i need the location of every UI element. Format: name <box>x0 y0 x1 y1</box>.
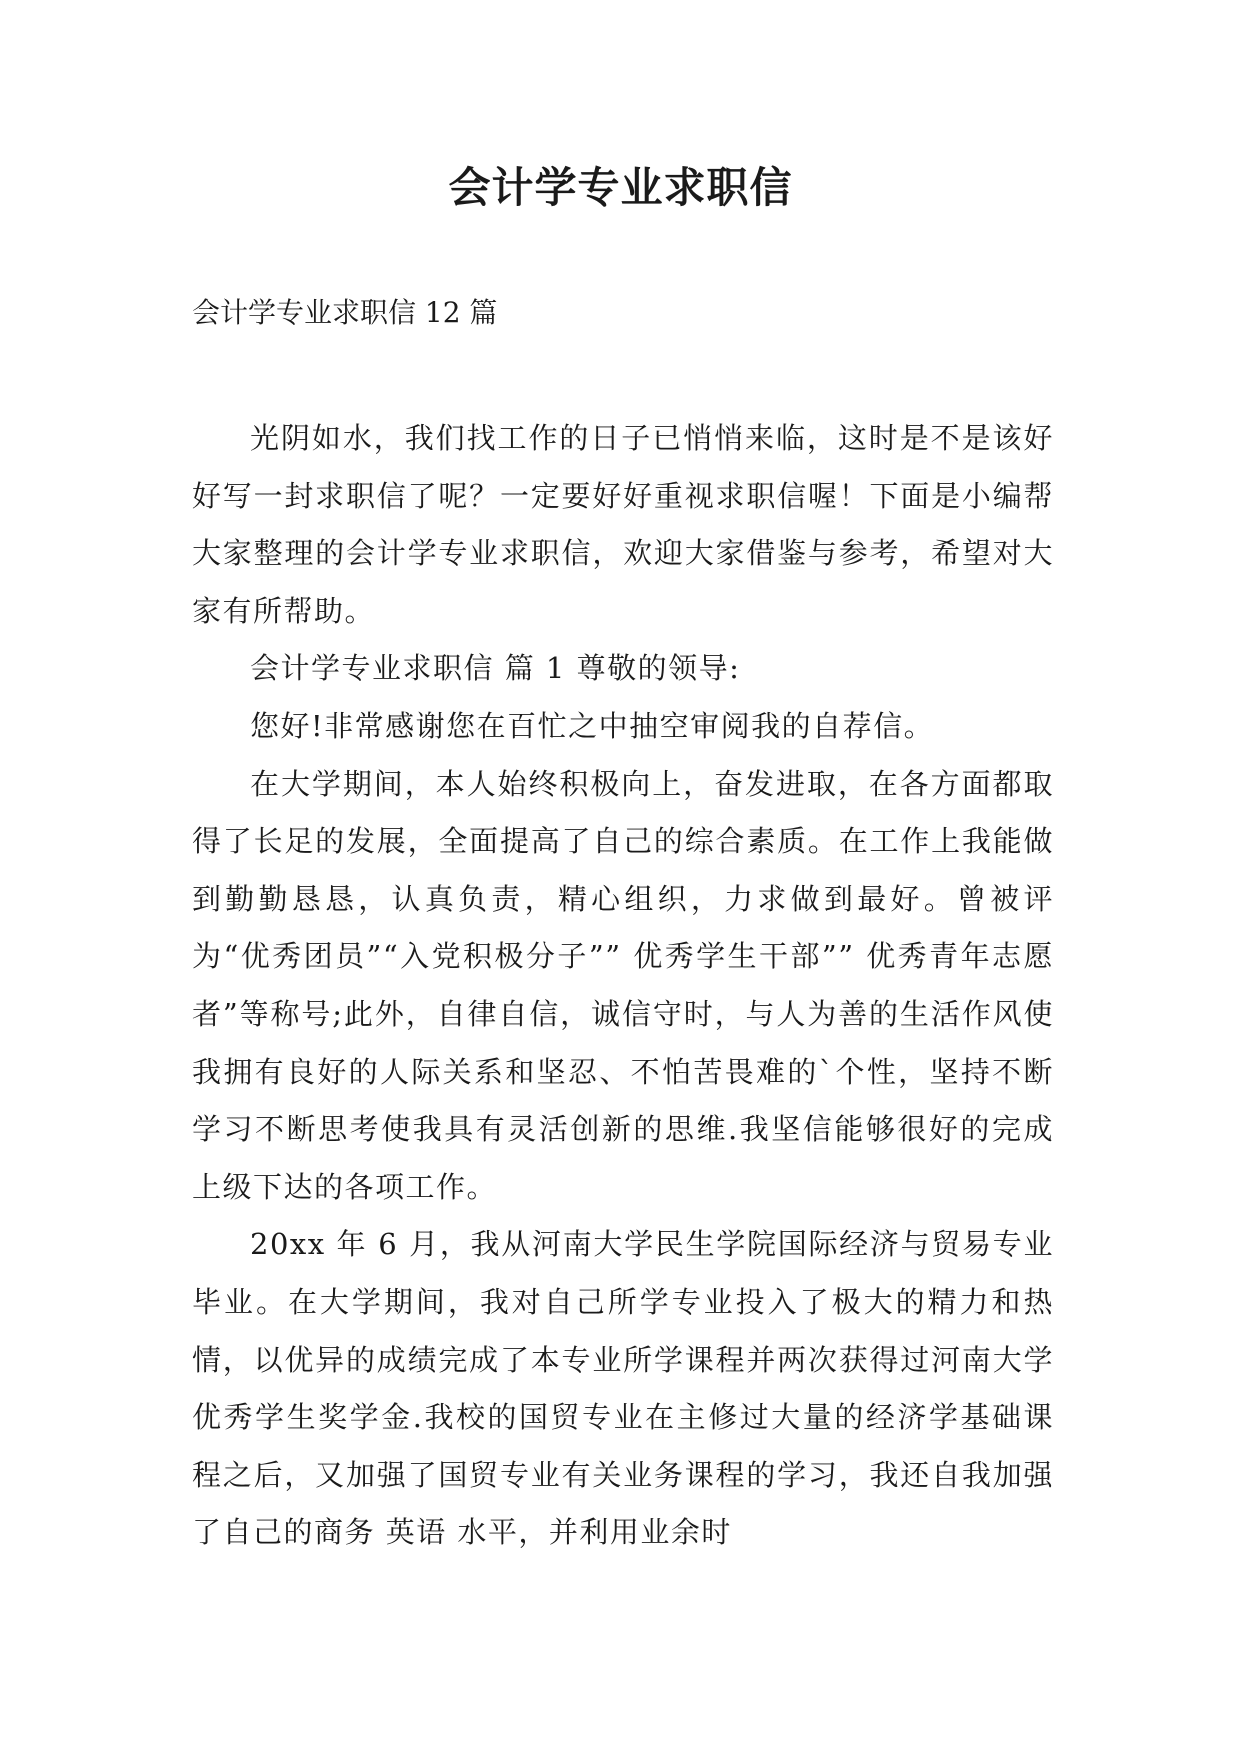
paragraph-intro: 光阴如水，我们找工作的日子已悄悄来临，这时是不是该好好写一封求职信了呢？一定要好好重视求职信喔！下面是小编帮大家整理的会计学专业求职信，欢迎大家借鉴与参考，希望对大家有所帮助。 <box>192 421 1054 628</box>
document-body <box>192 410 1054 1562</box>
paragraph-greeting: 您好!非常感谢您在百忙之中抽空审阅我的自荐信。 <box>250 708 935 743</box>
paragraph-heading: 会计学专业求职信 篇 1 尊敬的领导: <box>250 651 741 686</box>
document-subtitle: 会计学专业求职信 12 篇 <box>192 296 498 329</box>
paragraph-university: 在大学期间，本人始终积极向上，奋发进取，在各方面都取得了长足的发展，全面提高了自己的综合素质。在工作上我能做到勤勤恳恳，认真负责，精心组织，力求做到最好。曾被评为“优秀团员”“入党积极分子”” 优秀学生干部”” 优秀青年志愿者”等称号;此外，自律自信，诚信守时，与人为善的生活作风使我拥有良好的人际关系和坚忍、不怕苦畏难的`个性，坚持不断学习不断思考使我具有灵活创新的思维.我坚信能够很好的完成上级下达的各项工作。 <box>192 766 1054 1204</box>
document-title: 会计学专业求职信 <box>448 163 793 212</box>
paragraph-graduation: 20xx 年 6 月，我从河南大学民生学院国际经济与贸易专业毕业。在大学期间，我对自己所学专业投入了极大的精力和热情，以优异的成绩完成了本专业所学课程并两次获得过河南大学优秀学生奖学金.我校的国贸专业在主修过大量的经济学基础课程之后，又加强了国贸专业有关业务课程的学习，我还自我加强了自己的商务 英语 水平，并利用业余时 <box>192 1227 1054 1550</box>
